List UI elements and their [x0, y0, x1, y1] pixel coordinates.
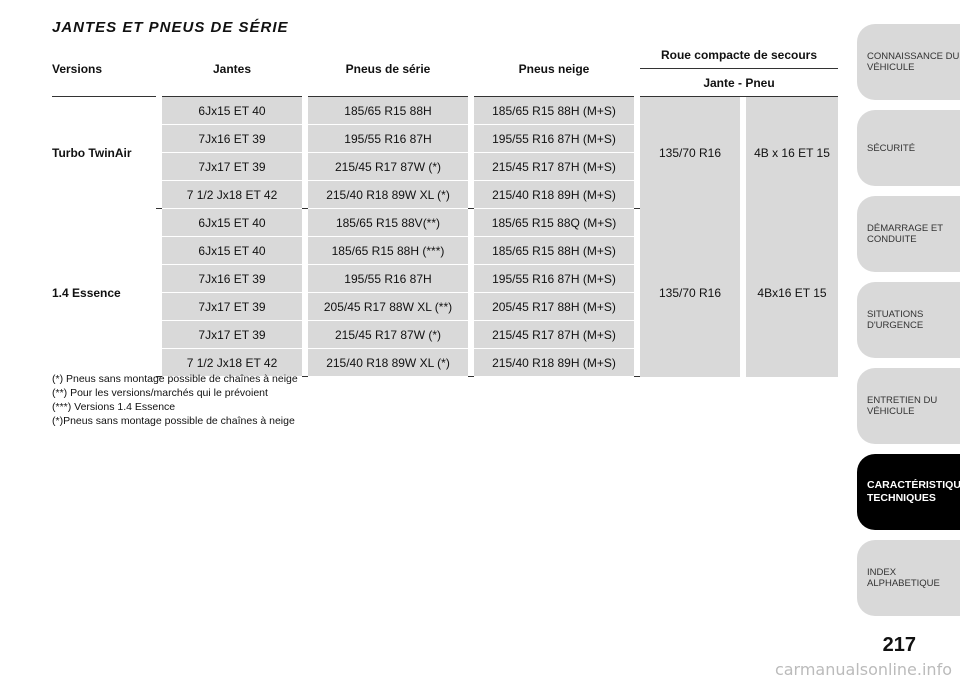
jantes-cell: 7Jx17 ET 39	[162, 293, 302, 321]
header-pneus: Pneus de série	[308, 41, 468, 97]
jantes-cell: 7 1/2 Jx18 ET 42	[162, 181, 302, 209]
jantes-cell: 7Jx16 ET 39	[162, 265, 302, 293]
jantes-cell: 6Jx15 ET 40	[162, 209, 302, 237]
jantes-cell: 6Jx15 ET 40	[162, 237, 302, 265]
tab-caracteristiques[interactable]: CARACTÉRISTIQUES TECHNIQUES	[857, 454, 960, 530]
jantes-cell: 7Jx17 ET 39	[162, 153, 302, 181]
footnotes	[52, 372, 298, 428]
neige-cell: 185/65 R15 88Q (M+S)	[474, 209, 634, 237]
version-cell: 1.4 Essence	[52, 285, 121, 300]
jantes-cell: 7Jx16 ET 39	[162, 125, 302, 153]
pneus-cell: 215/45 R17 87W (*)	[308, 153, 468, 181]
footnote: (***) Versions 1.4 Essence	[52, 401, 176, 413]
neige-cell: 195/55 R16 87H (M+S)	[474, 125, 634, 153]
neige-cell: 185/65 R15 88H (M+S)	[474, 237, 634, 265]
jantes-cell: 7Jx17 ET 39	[162, 321, 302, 349]
chapter-sidebar	[857, 24, 975, 626]
page-title: JANTES ET PNEUS DE SÉRIE	[52, 19, 289, 36]
neige-cell: 215/40 R18 89H (M+S)	[474, 349, 634, 377]
pneus-cell: 185/65 R15 88H	[308, 97, 468, 125]
pneus-cell: 185/65 R15 88V(**)	[308, 209, 468, 237]
footnote: (*)Pneus sans montage possible de chaînes à neige	[52, 415, 295, 427]
tab-urgence[interactable]: SITUATIONS D'URGENCE	[857, 282, 960, 358]
pneus-cell: 195/55 R16 87H	[308, 125, 468, 153]
tab-connaissance[interactable]: CONNAISSANCE DU VÉHICULE	[857, 24, 960, 100]
spare-tire-cell: 135/70 R16	[640, 97, 740, 209]
neige-cell: 215/45 R17 87H (M+S)	[474, 321, 634, 349]
neige-cell: 195/55 R16 87H (M+S)	[474, 265, 634, 293]
table-row	[52, 97, 838, 125]
tab-demarrage[interactable]: DÉMARRAGE ET CONDUITE	[857, 196, 960, 272]
header-roue: Roue compacte de secours	[640, 41, 838, 69]
pneus-cell: 205/45 R17 88W XL (**)	[308, 293, 468, 321]
watermark: carmanualsonline.info	[774, 660, 952, 679]
tab-entretien[interactable]: ENTRETIEN DU VÉHICULE	[857, 368, 960, 444]
page-number: 217	[882, 634, 916, 656]
tab-index[interactable]: INDEX ALPHABETIQUE	[857, 540, 960, 616]
header-neige: Pneus neige	[474, 41, 634, 97]
jantes-cell: 6Jx15 ET 40	[162, 97, 302, 125]
spare-tire-cell: 135/70 R16	[640, 209, 740, 377]
neige-cell: 185/65 R15 88H (M+S)	[474, 97, 634, 125]
tab-securite[interactable]: SÉCURITÉ	[857, 110, 960, 186]
footnote: (*) Pneus sans montage possible de chaînes à neige	[52, 373, 298, 385]
neige-cell: 215/45 R17 87H (M+S)	[474, 153, 634, 181]
version-cell: Turbo TwinAir	[52, 145, 132, 160]
spare-rim-cell: 4B x 16 ET 15	[746, 97, 838, 209]
pneus-cell: 215/40 R18 89W XL (*)	[308, 349, 468, 377]
footnote: (**) Pour les versions/marchés qui le prévoient	[52, 387, 268, 399]
header-roue-sub: Jante - Pneu	[640, 69, 838, 97]
spare-rim-cell: 4Bx16 ET 15	[746, 209, 838, 377]
header-versions: Versions	[52, 41, 156, 97]
pneus-cell: 185/65 R15 88H (***)	[308, 237, 468, 265]
tire-spec-table	[52, 41, 838, 377]
header-jantes: Jantes	[162, 41, 302, 97]
neige-cell: 205/45 R17 88H (M+S)	[474, 293, 634, 321]
pneus-cell: 215/40 R18 89W XL (*)	[308, 181, 468, 209]
neige-cell: 215/40 R18 89H (M+S)	[474, 181, 634, 209]
pneus-cell: 195/55 R16 87H	[308, 265, 468, 293]
jantes-cell: 7 1/2 Jx18 ET 42	[162, 349, 302, 377]
pneus-cell: 215/45 R17 87W (*)	[308, 321, 468, 349]
table-row	[52, 209, 838, 237]
